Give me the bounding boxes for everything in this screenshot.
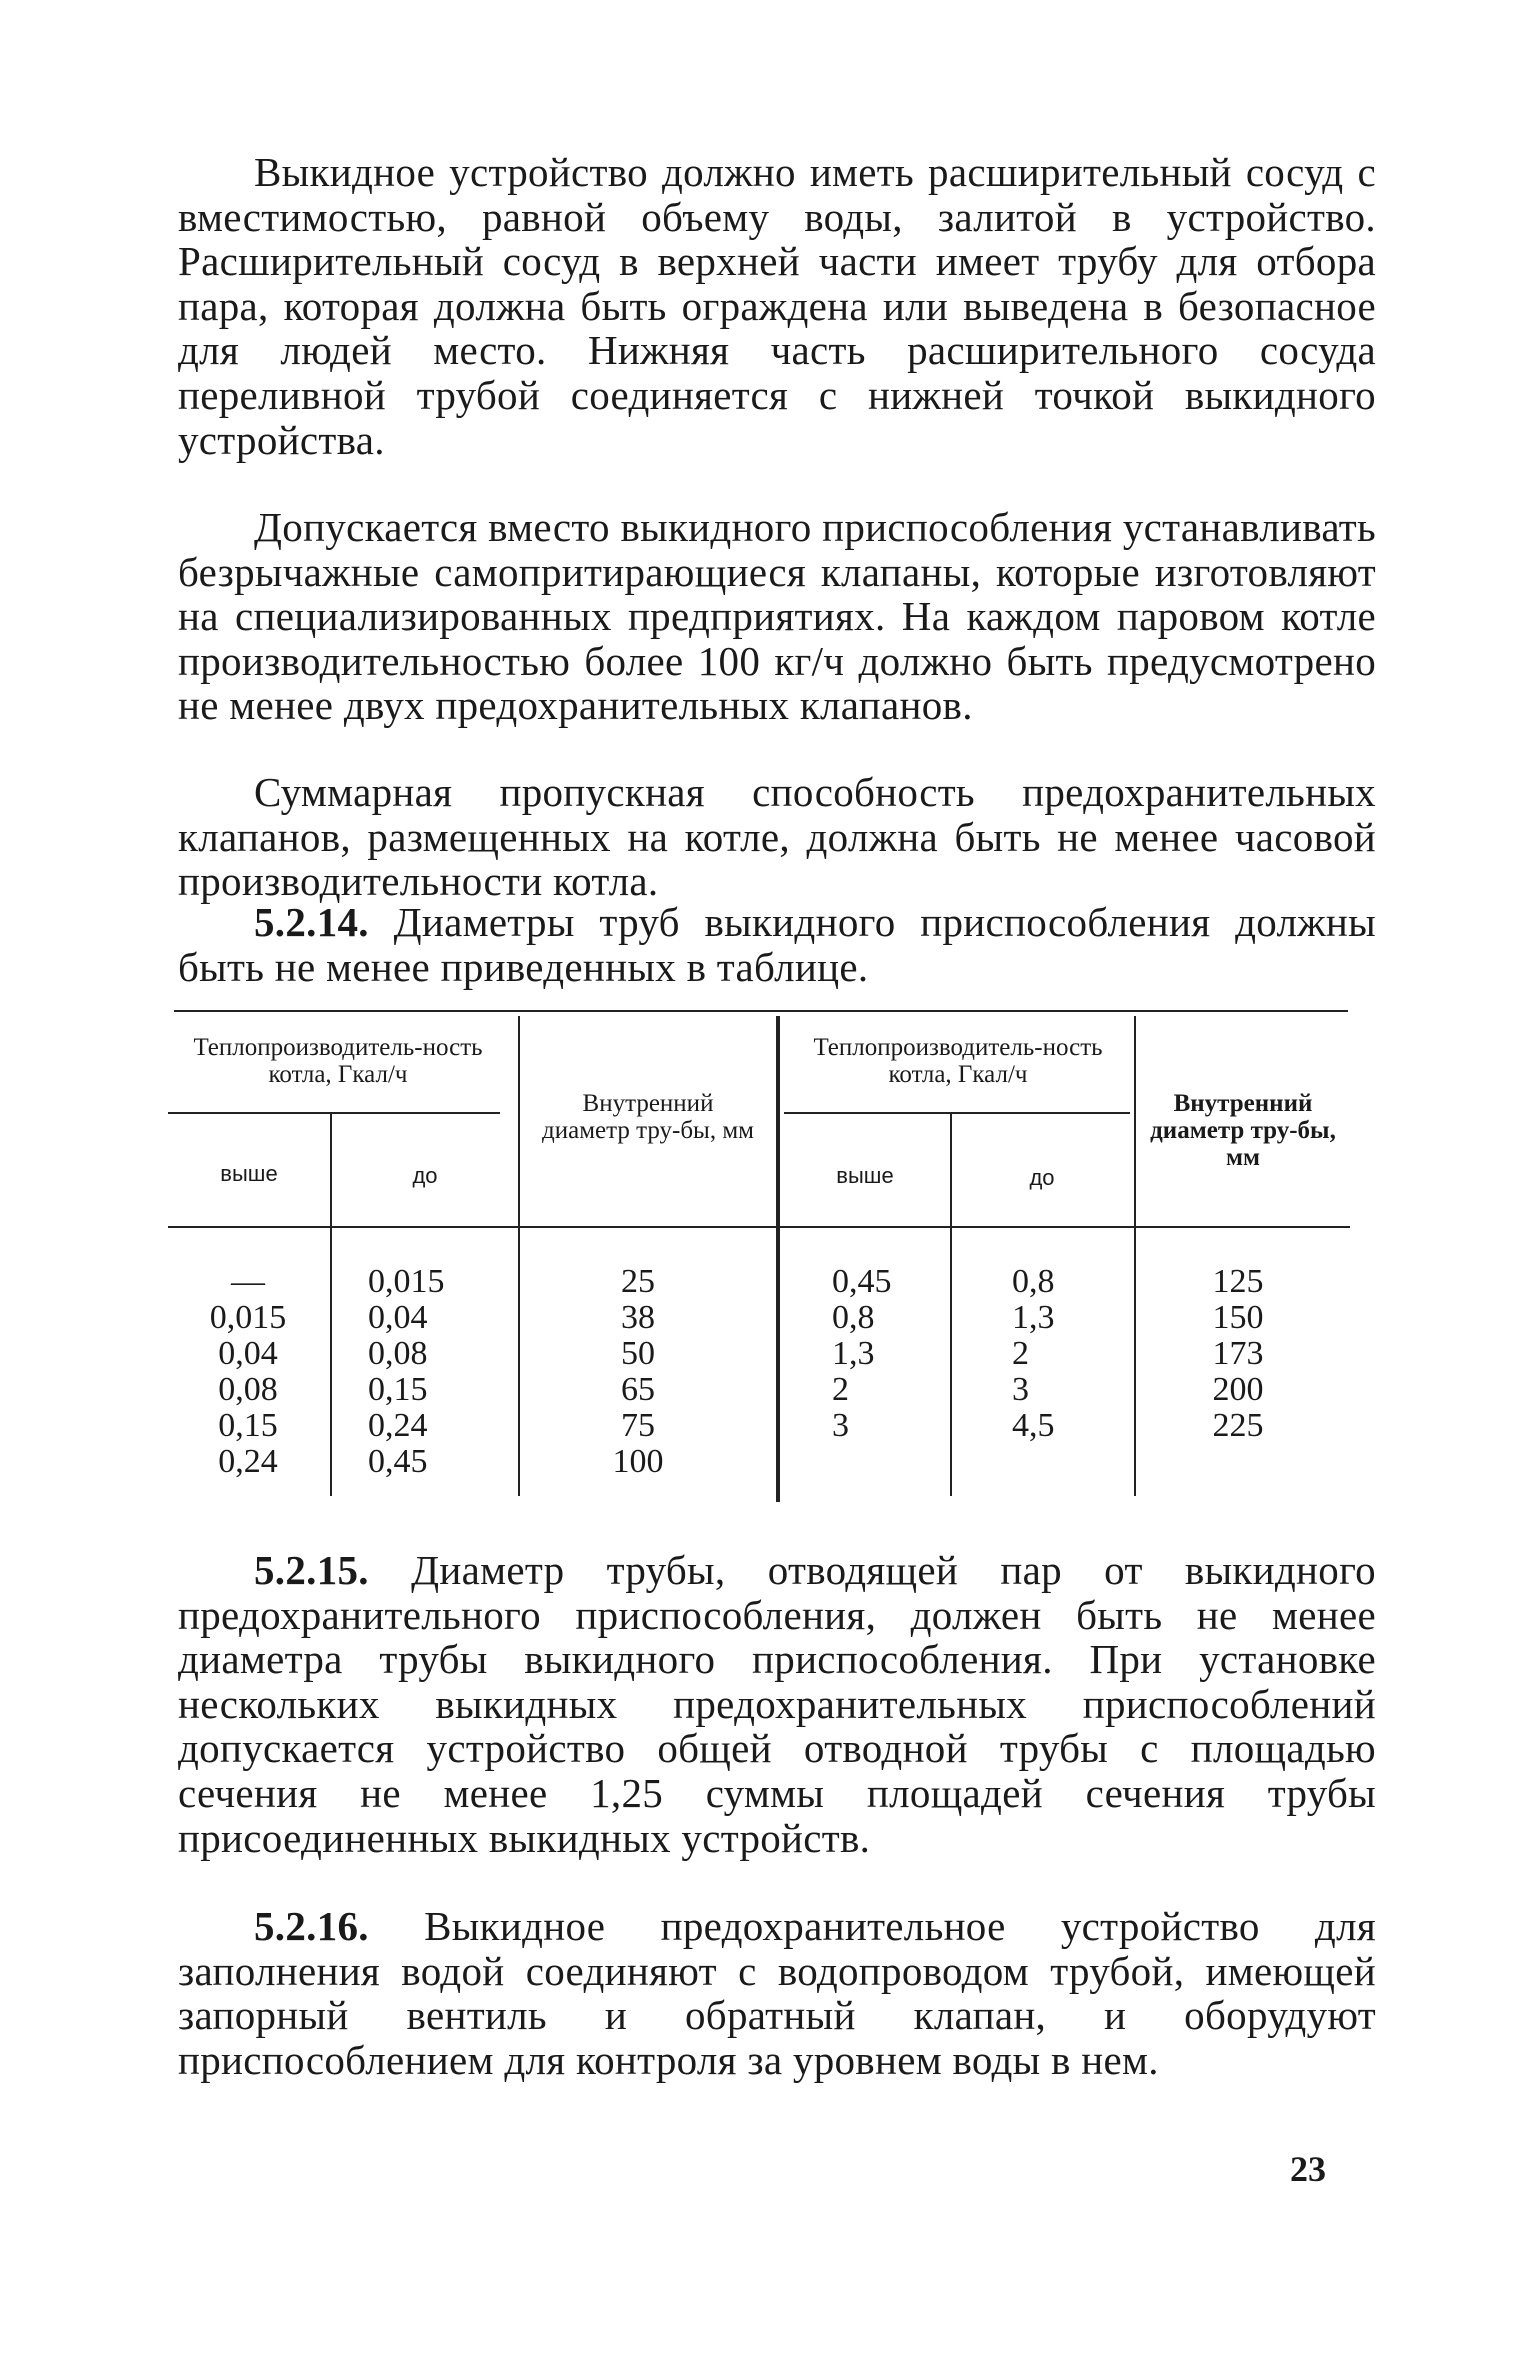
- header-capacity-left: Теплопроизводитель-ность котла, Гкал/ч: [193, 1034, 483, 1088]
- pipe-diameter-table: [168, 1000, 1348, 1520]
- table-cell: 2: [832, 1371, 849, 1408]
- header-above-left: выше: [220, 1161, 278, 1186]
- table-cell: 2: [1012, 1335, 1029, 1372]
- paragraph-total-capacity: [178, 770, 1376, 904]
- header-diameter-right: Внутренний диаметр тру-бы, мм: [1150, 1090, 1336, 1171]
- column-diameter-left: [568, 1264, 708, 1480]
- table-cell: 0,04: [218, 1335, 278, 1372]
- paragraph-text: Выкидное устройство должно иметь расширительный сосуд с вместимостью, равной объему воды, залитой в устройство. Расширительный сосуд в верхней части имеет трубу для отбора пара, которая должна быть ограждена или выведена в безопасное для людей место. Нижняя часть расширительного сосуда переливной трубой соединяется с нижней точкой выкидного устройства.: [178, 149, 1376, 463]
- header-split-rule-left: [168, 1112, 500, 1114]
- section-number: 5.2.14.: [254, 899, 369, 945]
- table-top-rule: [174, 1010, 1348, 1012]
- col-divider-5: [1134, 1016, 1136, 1496]
- paragraph-5-2-16: [178, 1904, 1376, 2082]
- paragraph-text: Допускается вместо выкидного приспособления устанавливать безрычажные самопритирающиеся клапаны, которые изготовляют на специализированных предприятиях. На каждом паровом котле производительностью более 100 кг/ч должно быть предусмотрено не менее двух предохранительных клапанов.: [178, 504, 1376, 729]
- table-cell: 3: [1012, 1371, 1029, 1408]
- header-upto-right: до: [1029, 1165, 1055, 1190]
- table-cell: 75: [621, 1407, 655, 1444]
- table-cell: 173: [1212, 1335, 1264, 1372]
- table-cell: 0,08: [368, 1335, 428, 1372]
- table-cell: 1,3: [1012, 1299, 1055, 1336]
- table-cell: 0,015: [368, 1263, 445, 1300]
- table-cell: 100: [612, 1443, 664, 1480]
- table-cell: 0,24: [218, 1443, 278, 1480]
- table-cell: 1,3: [832, 1335, 875, 1372]
- table-cell: 0,45: [368, 1443, 428, 1480]
- paragraph-5-2-14: [178, 900, 1376, 989]
- paragraph-text: Выкидное предохранительное устройство для заполнения водой соединяют с водопроводом трубой, имеющей запорный вентиль и обратный клапан, и оборудуют приспособлением для контроля за уровнем воды в нем.: [178, 1903, 1376, 2083]
- section-number: 5.2.16.: [254, 1903, 369, 1949]
- table-cell: 0,15: [218, 1407, 278, 1444]
- paragraph-valves-allowed: [178, 505, 1376, 728]
- col-divider-2: [518, 1016, 520, 1496]
- paragraph-expansion-vessel: [178, 150, 1376, 462]
- table-cell: 4,5: [1012, 1407, 1055, 1444]
- column-upto-left: [368, 1264, 508, 1480]
- table-cell: 0,04: [368, 1299, 428, 1336]
- paragraph-text: Диаметр трубы, отводящей пар от выкидного предохранительного приспособления, должен быть не менее диаметра трубы выкидного приспособления. При установке нескольких выкидных предохранительных приспособлений допускается устройство общей отводной трубы с площадью сечения не менее 1,25 суммы площадей сечения трубы присоединенных выкидных устройств.: [178, 1547, 1376, 1861]
- table-cell: 25: [621, 1263, 655, 1300]
- table-cell: 0,15: [368, 1371, 428, 1408]
- page-number: 23: [1290, 2149, 1326, 2189]
- table-cell: 225: [1212, 1407, 1264, 1444]
- table-cell: 38: [621, 1299, 655, 1336]
- header-above-right: выше: [836, 1163, 894, 1188]
- header-upto-left: до: [412, 1163, 438, 1188]
- table-cell: 0,45: [832, 1263, 892, 1300]
- table-cell: 0,8: [832, 1299, 875, 1336]
- table-cell: 150: [1212, 1299, 1264, 1336]
- table-cell: 65: [621, 1371, 655, 1408]
- paragraph-text: Суммарная пропускная способность предохранительных клапанов, размещенных на котле, должна быть не менее часовой производительности котла.: [178, 769, 1376, 905]
- header-bottom-rule: [168, 1226, 1350, 1228]
- paragraph-5-2-15: [178, 1548, 1376, 1860]
- table-cell: 200: [1212, 1371, 1264, 1408]
- column-above-right: [832, 1264, 942, 1444]
- table-cell: 3: [832, 1407, 849, 1444]
- header-diameter-left: Внутренний диаметр тру-бы, мм: [542, 1090, 754, 1144]
- table-cell: —: [231, 1263, 265, 1300]
- table-cell: 0,8: [1012, 1263, 1055, 1300]
- section-number: 5.2.15.: [254, 1547, 369, 1593]
- column-above-left: [188, 1264, 308, 1480]
- header-split-rule-right: [784, 1112, 1130, 1114]
- col-divider-3: [776, 1016, 780, 1502]
- table-cell: 0,08: [218, 1371, 278, 1408]
- table-cell: 125: [1212, 1263, 1264, 1300]
- table-cell: 50: [621, 1335, 655, 1372]
- table-cell: 0,24: [368, 1407, 428, 1444]
- column-upto-right: [1012, 1264, 1122, 1444]
- table-cell: 0,015: [209, 1299, 287, 1336]
- paragraph-text: Диаметры труб выкидного приспособления должны быть не менее приведенных в таблице.: [178, 899, 1376, 990]
- header-capacity-right: Теплопроизводитель-ность котла, Гкал/ч: [813, 1034, 1103, 1088]
- column-diameter-right: [1168, 1264, 1308, 1444]
